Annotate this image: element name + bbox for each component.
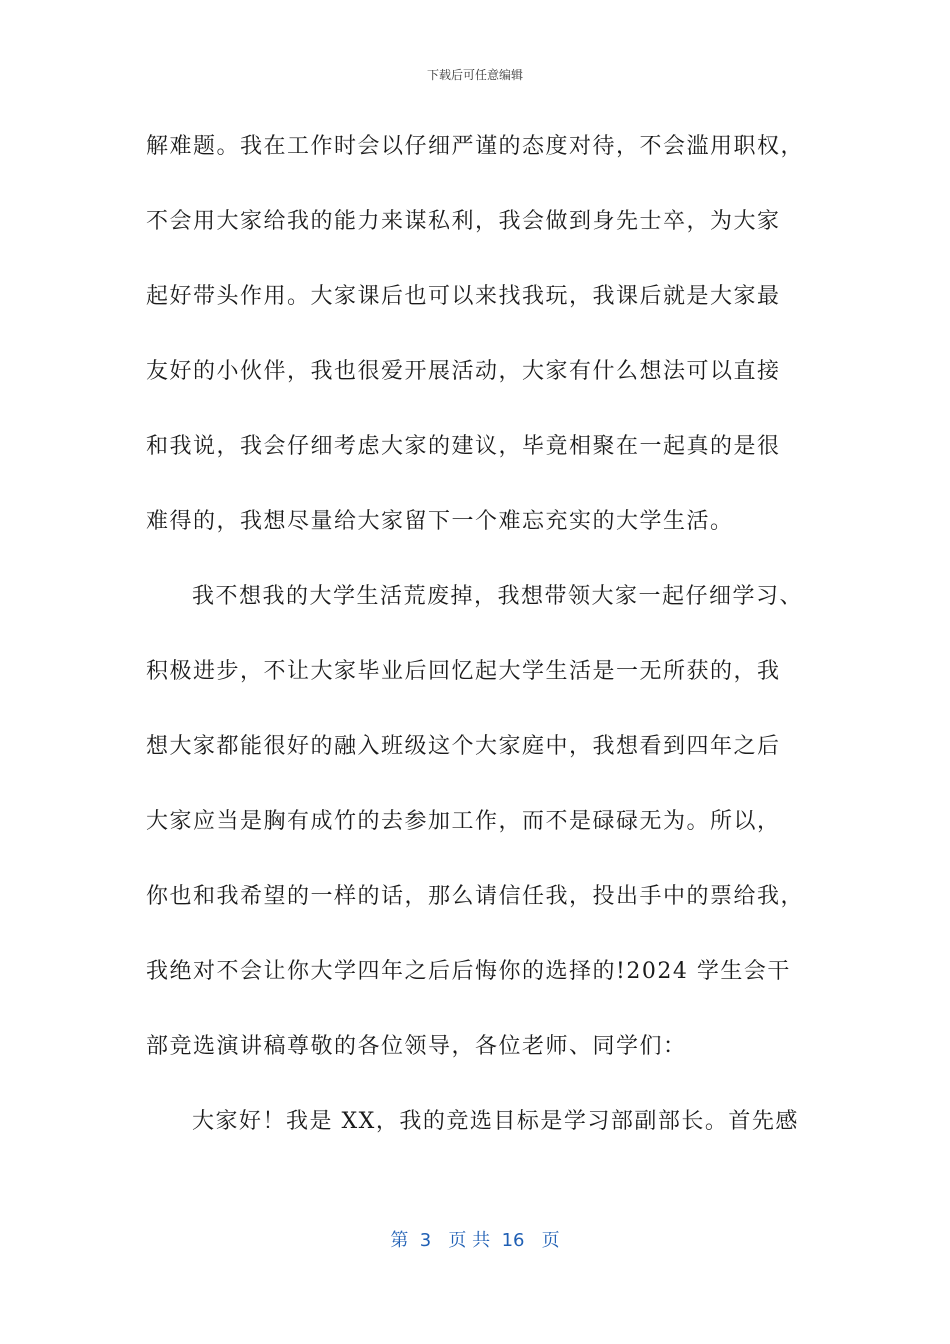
text-line: 友好的小伙伴，我也很爱开展活动，大家有什么想法可以直接	[146, 359, 781, 384]
text-line: 积极进步，不让大家毕业后回忆起大学生活是一无所获的，我	[146, 659, 781, 684]
text-line: 你也和我希望的一样的话，那么请信任我，投出手中的票给我，	[146, 884, 805, 909]
text-line: 大家应当是胸有成竹的去参加工作，而不是碌碌无为。所以，	[146, 809, 781, 834]
paragraph-first-line: 大家好！我是 XX，我的竞选目标是学习部副部长。首先感	[192, 1109, 799, 1134]
text-line: 我绝对不会让你大学四年之后后悔你的选择的!2024 学生会干	[146, 959, 791, 984]
text-line: 想大家都能很好的融入班级这个大家庭中，我想看到四年之后	[146, 734, 781, 759]
text-line: 不会用大家给我的能力来谋私利，我会做到身先士卒，为大家	[146, 209, 781, 234]
text-line: 和我说，我会仔细考虑大家的建议，毕竟相聚在一起真的是很	[146, 434, 781, 459]
page-number-footer	[0, 1226, 950, 1252]
page-number-label: 第 3 页 共 16 页	[390, 1230, 560, 1251]
text-line: 难得的，我想尽量给大家留下一个难忘充实的大学生活。	[146, 509, 734, 534]
text-line: 解难题。我在工作时会以仔细严谨的态度对待，不会滥用职权，	[146, 134, 805, 159]
header-note: 下载后可任意编辑	[426, 68, 523, 82]
text-line: 起好带头作用。大家课后也可以来找我玩，我课后就是大家最	[146, 284, 781, 309]
text-line: 部竞选演讲稿尊敬的各位领导，各位老师、同学们：	[146, 1034, 687, 1059]
paragraph-first-line: 我不想我的大学生活荒废掉，我想带领大家一起仔细学习、	[192, 584, 804, 609]
